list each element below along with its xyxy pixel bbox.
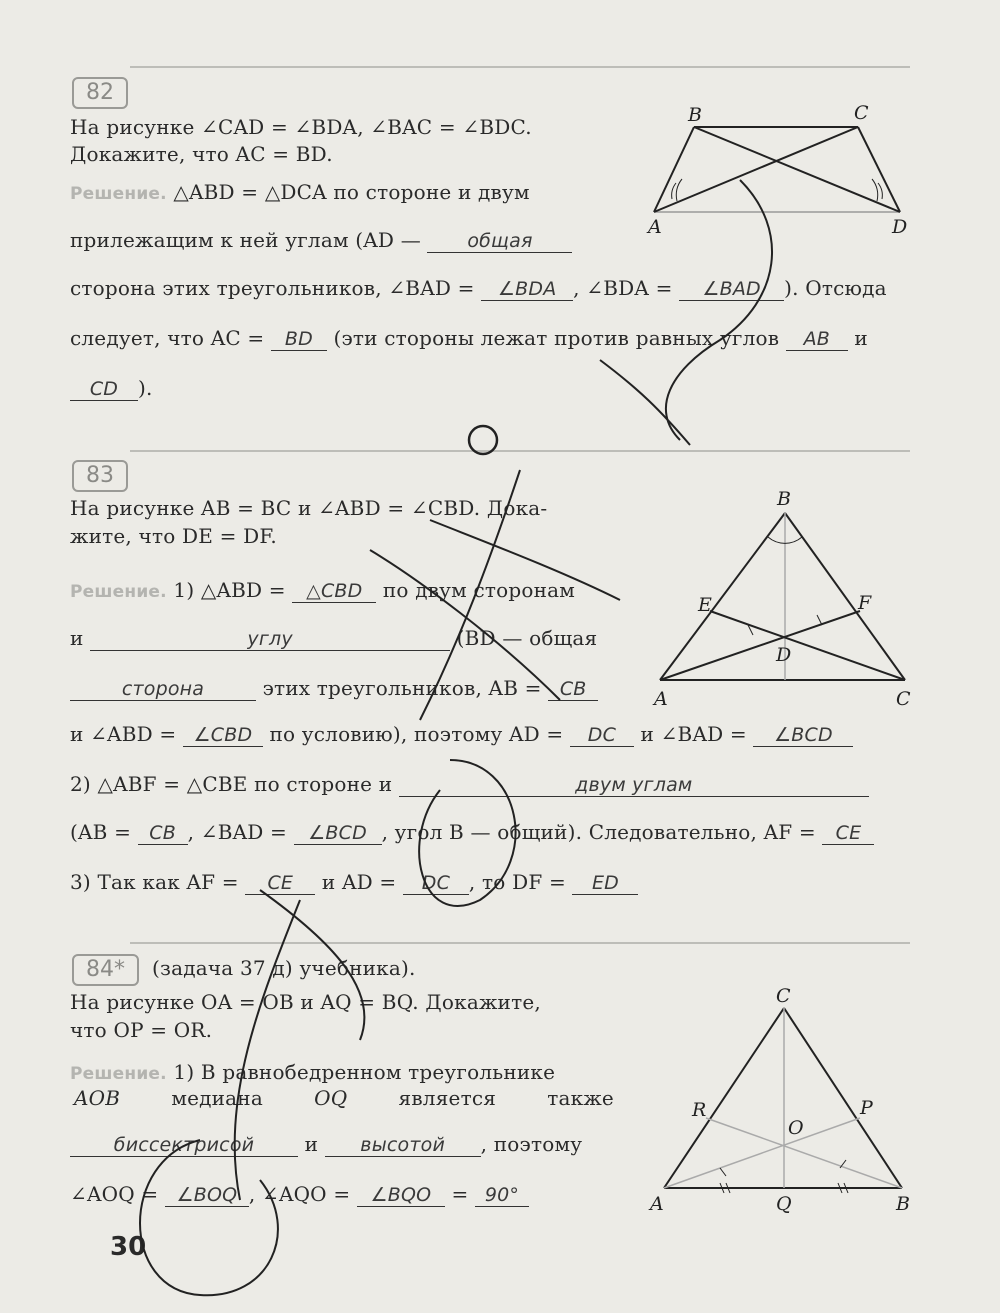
p82-figure bbox=[630, 95, 920, 249]
p84-label-b: B bbox=[896, 1193, 910, 1215]
top-divider bbox=[130, 66, 910, 68]
p82-line3-post: ). Отсюда bbox=[784, 276, 887, 300]
p84-label-c: C bbox=[776, 985, 791, 1007]
p83-line6-post: , угол B — общий). Следовательно, AF = bbox=[381, 820, 816, 844]
p83-label-f: F bbox=[858, 592, 872, 614]
p84-line3-and: и bbox=[304, 1132, 319, 1156]
p83-label-a: A bbox=[654, 688, 668, 710]
p82-line1-text: △ABD = △DCA по стороне и двум bbox=[173, 180, 530, 204]
p83-solution-line-5 bbox=[70, 772, 869, 797]
p84-line2-aob: AOB bbox=[74, 1086, 121, 1110]
p84-line2-median: медиана bbox=[171, 1086, 263, 1110]
p84-line4-text: ∠AOQ = bbox=[70, 1182, 159, 1206]
p83-line2-text: и bbox=[70, 626, 84, 650]
p84-figure bbox=[640, 982, 930, 1226]
p84-line4-mid: , ∠AQO = bbox=[248, 1182, 351, 1206]
p84-label-o: O bbox=[788, 1117, 804, 1139]
p82-solution-line-5 bbox=[70, 376, 153, 401]
p84-label-r: R bbox=[692, 1099, 707, 1121]
p82-answer-common[interactable]: общая bbox=[427, 230, 572, 253]
page-number: 30 bbox=[110, 1232, 147, 1262]
p84-answer-bqo[interactable]: ∠BQO bbox=[357, 1184, 445, 1207]
p82-answer-angle-2[interactable]: ∠BAD bbox=[679, 278, 784, 301]
p83-label-c: C bbox=[896, 688, 911, 710]
p83-line6-mid: , ∠BAD = bbox=[187, 820, 287, 844]
p83-label-d: D bbox=[776, 644, 792, 666]
p82-statement-2: Докажите, что AC = BD. bbox=[70, 142, 333, 166]
p84-line1-text: 1) В равнобедренном треугольнике bbox=[173, 1060, 556, 1084]
p84-line3-post: , поэтому bbox=[480, 1132, 583, 1156]
p83-line4-mid: по условию), поэтому AD = bbox=[269, 722, 564, 746]
p83-solution-line-6 bbox=[70, 820, 874, 845]
p84-label-p: P bbox=[860, 1097, 873, 1119]
p83-answer-ab-cb[interactable]: CB bbox=[138, 822, 188, 845]
p83-statement-1: На рисунке AB = BC и ∠ABD = ∠CBD. Дока- bbox=[70, 496, 548, 520]
p82-answer-angle-ab[interactable]: AB bbox=[786, 328, 848, 351]
problem-83-number: 83 bbox=[72, 460, 128, 492]
p84-line2-oq: OQ bbox=[314, 1086, 348, 1110]
p83-answer-abd[interactable]: ∠CBD bbox=[183, 724, 263, 747]
p84-line2-also: также bbox=[547, 1086, 614, 1110]
divider-82-83 bbox=[130, 450, 910, 452]
p84-solution-line-3 bbox=[70, 1132, 582, 1157]
p83-answer-triangle[interactable]: △CBD bbox=[292, 580, 376, 603]
p83-answer-two-angles[interactable]: двум углам bbox=[399, 774, 869, 797]
p84-solution-line-4 bbox=[70, 1182, 529, 1207]
solution-label: Решение. bbox=[70, 582, 167, 602]
p83-solution-line-4 bbox=[70, 722, 853, 747]
solution-label: Решение. bbox=[70, 184, 167, 204]
p83-triangle-svg bbox=[640, 485, 930, 715]
p82-solution-line-1 bbox=[70, 180, 530, 204]
p84-answer-90[interactable]: 90° bbox=[475, 1184, 529, 1207]
p82-triangles-svg bbox=[630, 95, 920, 245]
p82-label-d: D bbox=[892, 216, 908, 238]
p83-line5-text: 2) △ABF = △CBE по стороне и bbox=[70, 772, 393, 796]
divider-83-84 bbox=[130, 942, 910, 944]
p84-line4-eq: = bbox=[451, 1182, 469, 1206]
p83-line6-text: (AB = bbox=[70, 820, 132, 844]
p83-answer-bad[interactable]: ∠BCD bbox=[753, 724, 853, 747]
p83-line1-post: по двум сторонам bbox=[382, 578, 576, 602]
problem-82-number: 82 bbox=[72, 77, 128, 109]
p82-solution-line-3 bbox=[70, 276, 887, 301]
p84-reference: (задача 37 д) учебника). bbox=[152, 956, 416, 980]
p82-solution-line-2 bbox=[70, 228, 572, 253]
p82-line4-post: и bbox=[854, 326, 868, 350]
solution-label: Решение. bbox=[70, 1064, 167, 1084]
p83-answer-af[interactable]: CE bbox=[822, 822, 874, 845]
p83-line7-mid: и AD = bbox=[321, 870, 397, 894]
p84-line2-is: является bbox=[398, 1086, 497, 1110]
p84-label-q: Q bbox=[776, 1193, 792, 1215]
p84-answer-height[interactable]: высотой bbox=[325, 1134, 481, 1157]
p83-line3-mid: этих треугольников, AB = bbox=[262, 676, 542, 700]
p84-answer-bisector[interactable]: биссектрисой bbox=[70, 1134, 298, 1157]
p83-statement-2: жите, что DE = DF. bbox=[70, 524, 277, 548]
p84-triangle-svg bbox=[640, 982, 930, 1222]
p84-statement-2: что OP = OR. bbox=[70, 1018, 213, 1042]
p82-answer-angle-cd[interactable]: CD bbox=[70, 378, 138, 401]
p83-figure bbox=[640, 485, 930, 719]
problem-84-number: 84* bbox=[72, 954, 139, 986]
p84-answer-boq[interactable]: ∠BOQ bbox=[165, 1184, 249, 1207]
p83-solution-line-2 bbox=[70, 626, 597, 651]
p84-solution-line-2 bbox=[74, 1086, 614, 1110]
p82-answer-angle-1[interactable]: ∠BDA bbox=[481, 278, 573, 301]
p82-line5-post: ). bbox=[138, 376, 153, 400]
p83-answer-bad-bcd[interactable]: ∠BCD bbox=[294, 822, 382, 845]
p83-line7-text: 3) Так как AF = bbox=[70, 870, 239, 894]
p83-label-e: E bbox=[698, 594, 712, 616]
p83-line2-post: (BD — общая bbox=[456, 626, 598, 650]
p83-solution-line-1 bbox=[70, 578, 575, 603]
p82-line3-mid: , ∠BDA = bbox=[573, 276, 673, 300]
p82-solution-line-4 bbox=[70, 326, 868, 351]
p84-label-a: A bbox=[650, 1193, 664, 1215]
p83-line4-text: и ∠ABD = bbox=[70, 722, 177, 746]
p82-label-b: B bbox=[688, 104, 702, 126]
p83-line1-text: 1) △ABD = bbox=[173, 578, 286, 602]
p83-line4-mid2: и ∠BAD = bbox=[640, 722, 747, 746]
p83-answer-ad-dc[interactable]: DC bbox=[403, 872, 469, 895]
p83-answer-ab[interactable]: CB bbox=[548, 678, 598, 701]
p83-solution-line-3 bbox=[70, 676, 598, 701]
p83-answer-ad[interactable]: DC bbox=[570, 724, 634, 747]
p83-answer-angle-word[interactable]: углу bbox=[90, 628, 450, 651]
p84-statement-1: На рисунке OA = OB и AQ = BQ. Докажите, bbox=[70, 990, 541, 1014]
p83-answer-side-word[interactable]: сторона bbox=[70, 678, 256, 701]
p82-line4-mid: (эти стороны лежат против равных углов bbox=[333, 326, 780, 350]
p83-answer-af-ce[interactable]: CE bbox=[245, 872, 315, 895]
p82-answer-side[interactable]: BD bbox=[271, 328, 327, 351]
p83-label-b: B bbox=[777, 488, 791, 510]
p82-statement-1: На рисунке ∠CAD = ∠BDA, ∠BAC = ∠BDC. bbox=[70, 115, 532, 139]
p82-line4-text: следует, что AC = bbox=[70, 326, 265, 350]
p83-solution-line-7 bbox=[70, 870, 638, 895]
p82-label-c: C bbox=[854, 102, 869, 124]
p83-line7-mid2: , то DF = bbox=[468, 870, 566, 894]
p84-solution-line-1 bbox=[70, 1060, 555, 1084]
p82-line2-text: прилежащим к ней углам (AD — bbox=[70, 228, 421, 252]
p82-line3-text: сторона этих треугольников, ∠BAD = bbox=[70, 276, 475, 300]
p83-answer-df[interactable]: ED bbox=[572, 872, 638, 895]
p82-label-a: A bbox=[648, 216, 662, 238]
